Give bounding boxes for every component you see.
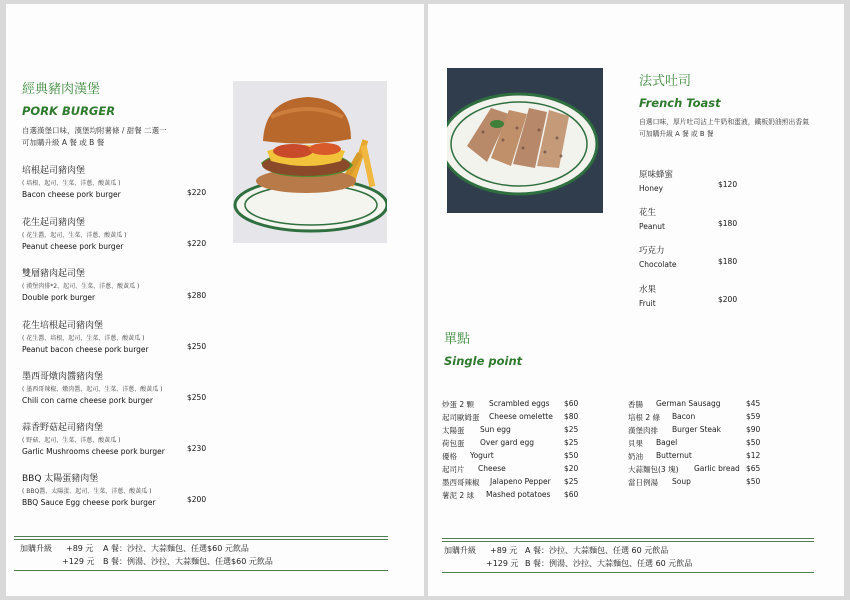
item-name-en: Over gard egg	[480, 438, 535, 447]
item-price: $12	[746, 451, 761, 460]
french-toast-illustration	[447, 68, 603, 213]
item-price: $59	[746, 412, 761, 421]
item-price: $25	[564, 438, 579, 447]
description-line: 可加購升級 A 餐 或 B 餐	[22, 138, 105, 147]
item-price: $250	[187, 393, 207, 402]
item-name-en: Cheese	[478, 464, 506, 473]
upgrade-a-text: A 餐：沙拉、大蒜麵包、任選$60 元飲品	[103, 544, 249, 553]
item-price: $50	[746, 438, 761, 447]
upgrade-label: 加購升級	[444, 546, 476, 555]
divider	[442, 541, 814, 542]
single-point-title-en: Single point	[444, 354, 523, 368]
menu-item	[22, 215, 127, 251]
item-name-en: Mashed potatoes	[486, 490, 551, 499]
single-item	[628, 451, 643, 462]
divider	[14, 536, 388, 537]
single-item	[628, 412, 660, 423]
item-name-en: Bagel	[656, 438, 678, 447]
section-description	[22, 125, 167, 149]
item-price: $230	[187, 444, 207, 453]
item-name-zh: 薯泥 2 球	[442, 491, 475, 500]
item-price: $60	[564, 490, 579, 499]
menu-item	[22, 369, 163, 405]
item-name-zh: 培根 2 條	[628, 413, 661, 422]
item-price: $90	[746, 425, 761, 434]
french-toast-photo	[447, 68, 603, 213]
item-price: $60	[564, 399, 579, 408]
item-ingredients: ( 花生醬、起司、生菜、洋蔥、酸黃瓜 )	[22, 232, 127, 239]
item-name-en: Garlic Mushrooms cheese pork burger	[22, 447, 165, 456]
item-name-en: Peanut	[639, 222, 665, 231]
item-ingredients: ( 花生醬、培根、起司、生菜、洋蔥、酸黃瓜 )	[22, 335, 145, 342]
item-price: $200	[718, 295, 738, 304]
upgrade-a-price: +89 元	[66, 544, 94, 553]
item-name-en: Butternut	[656, 451, 692, 460]
single-item	[442, 464, 465, 475]
item-price: $180	[718, 219, 738, 228]
upgrade-label: 加購升級	[20, 544, 52, 553]
item-price: $220	[187, 188, 207, 197]
item-name-zh: 荷包蛋	[442, 439, 465, 448]
upgrade-b-price: +129 元	[486, 559, 519, 568]
item-price: $80	[564, 412, 579, 421]
item-ingredients: ( 墨西哥辣椒、燉肉醬、起司、生菜、洋蔥、酸黃瓜 )	[22, 386, 163, 393]
item-name-zh: 培根起司豬肉堡	[22, 166, 86, 176]
item-name-zh: 墨西哥辣椒	[442, 478, 480, 487]
menu-item	[22, 471, 156, 507]
divider	[442, 572, 814, 573]
single-item	[628, 438, 643, 449]
item-name-en: Sun egg	[480, 425, 511, 434]
single-item	[442, 490, 474, 501]
section-title-zh: 經典豬肉漢堡	[22, 82, 101, 97]
item-name-zh: 起司歐姆蛋	[442, 413, 480, 422]
single-point-title-zh: 單點	[444, 332, 471, 347]
item-name-zh: 優格	[442, 452, 457, 461]
single-item	[628, 425, 658, 436]
item-price: $180	[718, 257, 738, 266]
item-name-zh: 巧克力	[639, 246, 665, 256]
single-item	[442, 438, 465, 449]
french-toast-title-zh: 法式吐司	[639, 74, 692, 89]
upgrade-b-price: +129 元	[62, 557, 95, 566]
item-ingredients: ( BBQ醬、太陽蛋、起司、生菜、洋蔥、酸黃瓜 )	[22, 488, 152, 495]
single-item	[628, 477, 658, 488]
description-line: 可加購升級 A 餐 或 B 餐	[639, 130, 714, 138]
item-name-en: Honey	[639, 184, 664, 193]
item-name-zh: 花生培根起司豬肉堡	[22, 321, 104, 331]
item-price: $200	[187, 495, 207, 504]
item-name-zh: 太陽蛋	[442, 426, 465, 435]
item-name-zh: BBQ 太陽蛋豬肉堡	[22, 474, 99, 484]
item-name-zh: 水果	[639, 285, 657, 295]
item-name-zh: 花生	[639, 208, 657, 218]
divider	[14, 539, 388, 540]
upgrade-a-price: +89 元	[490, 546, 518, 555]
item-name-zh: 大蒜麵包(3 塊)	[628, 465, 679, 474]
single-item	[628, 399, 643, 410]
single-item	[442, 451, 457, 462]
item-price: $220	[187, 239, 207, 248]
item-price: $250	[187, 342, 207, 351]
item-price: $280	[187, 291, 207, 300]
burger-photo	[233, 81, 387, 243]
item-name-en: Bacon cheese pork burger	[22, 190, 121, 199]
upgrade-b-text: B 餐：例湯、沙拉、大蒜麵包、任選 60 元飲品	[525, 559, 693, 568]
item-price: $50	[746, 477, 761, 486]
item-name-zh: 當日例湯	[628, 478, 658, 487]
menu-page-right	[428, 4, 844, 596]
item-price: $20	[564, 464, 579, 473]
item-name-en: Yogurt	[470, 451, 494, 460]
item-name-zh: 起司片	[442, 465, 465, 474]
upgrade-a-text: A 餐：沙拉、大蒜麵包、任選 60 元飲品	[525, 546, 669, 555]
burger-illustration	[233, 81, 387, 243]
menu-item	[22, 318, 149, 354]
item-price: $50	[564, 451, 579, 460]
item-name-en: Chocolate	[639, 260, 677, 269]
item-name-en: German Sausagg	[656, 399, 721, 408]
item-name-en: Scrambled eggs	[489, 399, 550, 408]
item-name-en: Garlic bread	[694, 464, 740, 473]
menu-item	[639, 206, 665, 231]
french-toast-title-en: French Toast	[639, 96, 721, 110]
menu-item	[22, 266, 139, 302]
item-price: $25	[564, 477, 579, 486]
item-name-en: Fruit	[639, 299, 656, 308]
item-name-en: Peanut bacon cheese pork burger	[22, 345, 149, 354]
upgrade-b-text: B 餐：例湯、沙拉、大蒜麵包、任選$60 元飲品	[103, 557, 273, 566]
single-item	[628, 464, 679, 475]
item-ingredients: ( 培根、起司、生菜、洋蔥、酸黃瓜 )	[22, 180, 121, 187]
single-item	[442, 425, 465, 436]
menu-page-left	[6, 4, 424, 596]
item-name-zh: 漢堡肉排	[628, 426, 658, 435]
item-price: $45	[746, 399, 761, 408]
single-item	[442, 477, 480, 488]
item-name-zh: 蒜香野菇起司豬肉堡	[22, 423, 104, 433]
menu-item	[22, 163, 121, 199]
item-name-zh: 雙層豬肉起司堡	[22, 269, 86, 279]
item-name-en: Chili con carne cheese pork burger	[22, 396, 153, 405]
divider	[442, 538, 814, 539]
item-name-zh: 原味蜂蜜	[639, 170, 674, 180]
single-item	[442, 412, 480, 423]
item-name-en: Jalapeno Pepper	[490, 477, 551, 486]
item-name-en: Peanut cheese pork burger	[22, 242, 124, 251]
item-name-en: Soup	[672, 477, 691, 486]
item-price: $65	[746, 464, 761, 473]
menu-item	[639, 283, 656, 308]
menu-item	[639, 244, 677, 269]
item-name-zh: 花生起司豬肉堡	[22, 218, 86, 228]
item-name-zh: 貝果	[628, 439, 643, 448]
item-name-zh: 奶油	[628, 452, 643, 461]
item-name-en: Double pork burger	[22, 293, 96, 302]
item-name-en: Burger Steak	[672, 425, 721, 434]
item-name-zh: 香腸	[628, 400, 643, 409]
item-price: $25	[564, 425, 579, 434]
item-price: $120	[718, 180, 738, 189]
menu-item	[22, 420, 165, 456]
item-name-en: Bacon	[672, 412, 696, 421]
single-item	[442, 399, 474, 410]
item-name-en: BBQ Sauce Egg cheese pork burger	[22, 498, 156, 507]
item-name-zh: 炒蛋 2 顆	[442, 400, 475, 409]
item-name-en: Cheese omelette	[489, 412, 553, 421]
item-name-zh: 墨西哥燉肉醬豬肉堡	[22, 372, 104, 382]
description-line: 自選口味，厚片吐司沾上牛奶和蛋液，鐵板奶油煎出香氣	[639, 118, 809, 126]
divider	[14, 570, 388, 571]
item-ingredients: ( 漢堡肉排*2、起司、生菜、洋蔥、酸黃瓜 )	[22, 283, 140, 290]
french-toast-description	[639, 116, 809, 140]
description-line: 自選漢堡口味，漢堡均附薯條 / 甜餐 二選一	[22, 126, 167, 135]
section-title-en: PORK BURGER	[22, 104, 116, 118]
menu-item	[639, 168, 673, 193]
item-ingredients: ( 野菇、起司、生菜、洋蔥、酸黃瓜 )	[22, 437, 121, 444]
